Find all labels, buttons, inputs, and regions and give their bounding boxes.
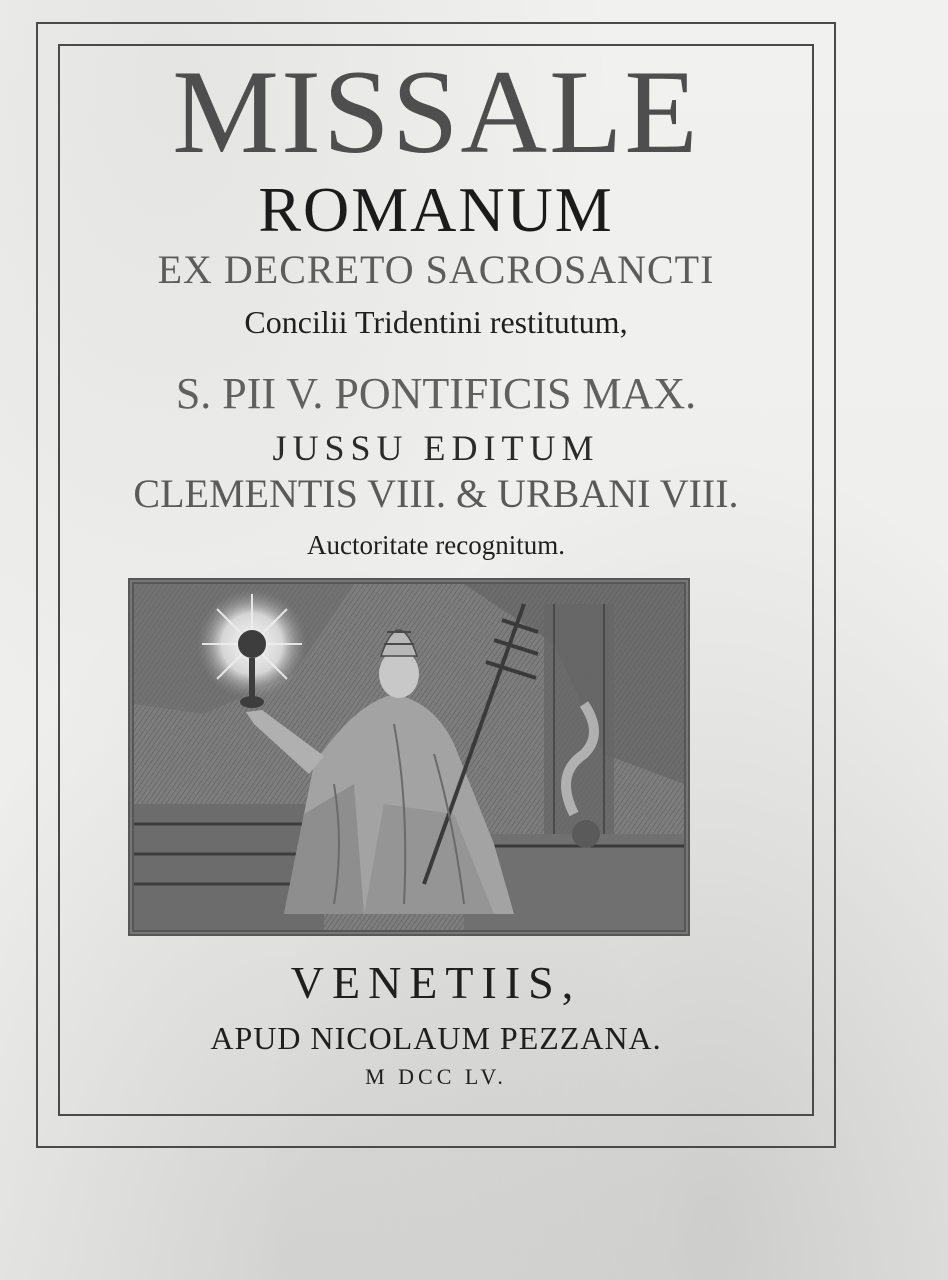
subtitle-pius-v: S. PII V. PONTIFICIS MAX. — [175, 369, 697, 418]
imprint-printer: APUD NICOLAUM PEZZANA. — [210, 1020, 662, 1056]
subtitle-jussu: JUSSU EDITUM — [272, 428, 600, 468]
subtitle-decreto: EX DECRETO SACROSANCTI — [157, 247, 715, 292]
title-romanum: ROMANUM — [258, 174, 614, 245]
title-missale: MISSALE — [172, 45, 700, 178]
subtitle-auctoritate: Auctoritate recognitum. — [307, 530, 565, 560]
imprint-place: VENETIIS, — [290, 957, 582, 1008]
imprint-year: M DCC LV. — [365, 1064, 507, 1089]
subtitle-clementis: CLEMENTIS VIII. & URBANI VIII. — [133, 471, 739, 516]
subtitle-concilii: Concilii Tridentini restitutum, — [244, 304, 628, 340]
engraving-illustration — [128, 578, 690, 936]
engraving-svg — [134, 584, 684, 930]
